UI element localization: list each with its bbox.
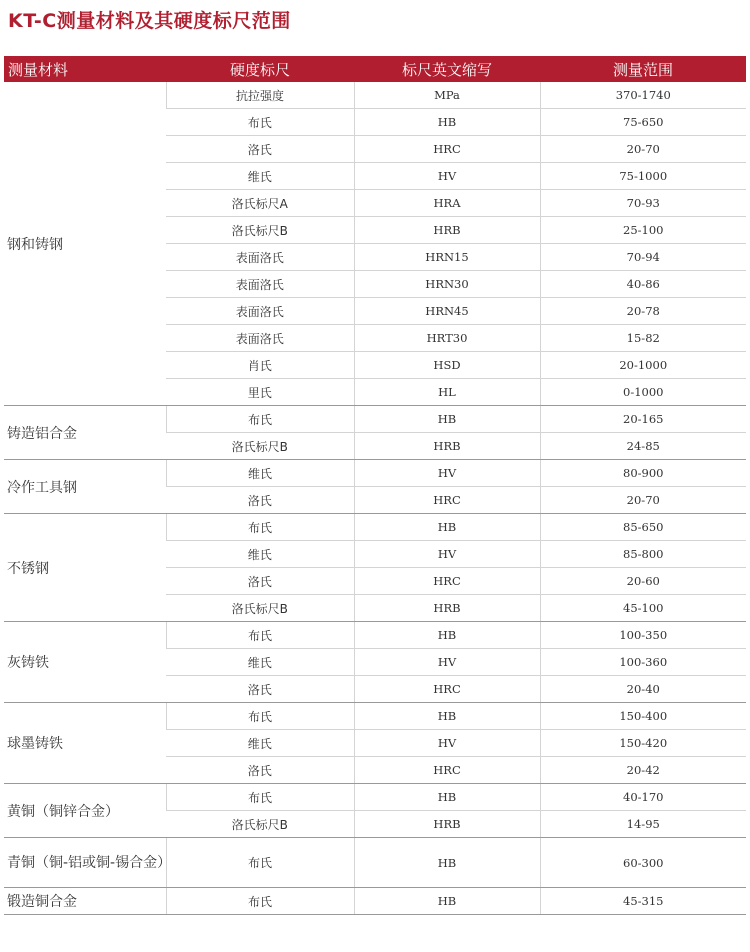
abbreviation-cell: HB	[354, 109, 540, 136]
range-cell: 45-100	[540, 595, 746, 622]
range-cell: 150-420	[540, 730, 746, 757]
range-cell: 20-1000	[540, 352, 746, 379]
range-cell: 40-170	[540, 784, 746, 811]
table-header	[4, 56, 746, 82]
table-row	[4, 406, 746, 433]
scale-cell: 表面洛氏	[166, 244, 354, 271]
range-cell: 80-900	[540, 460, 746, 487]
scale-cell: 布氏	[166, 109, 354, 136]
range-cell: 25-100	[540, 217, 746, 244]
range-cell: 45-315	[540, 888, 746, 915]
header-range: 测量范围	[540, 56, 746, 82]
range-cell: 100-360	[540, 649, 746, 676]
abbreviation-cell: HRC	[354, 676, 540, 703]
table-row	[4, 888, 746, 915]
abbreviation-cell: HL	[354, 379, 540, 406]
scale-cell: 洛氏	[166, 568, 354, 595]
abbreviation-cell: HSD	[354, 352, 540, 379]
abbreviation-cell: HRC	[354, 568, 540, 595]
abbreviation-cell: HB	[354, 784, 540, 811]
material-cell: 灰铸铁	[4, 622, 166, 703]
range-cell: 85-650	[540, 514, 746, 541]
scale-cell: 布氏	[166, 406, 354, 433]
range-cell: 14-95	[540, 811, 746, 838]
range-cell: 70-94	[540, 244, 746, 271]
scale-cell: 表面洛氏	[166, 298, 354, 325]
header-abbreviation: 标尺英文缩写	[354, 56, 540, 82]
scale-cell: 维氏	[166, 649, 354, 676]
range-cell: 20-70	[540, 136, 746, 163]
scale-cell: 洛氏标尺B	[166, 217, 354, 244]
scale-cell: 洛氏	[166, 757, 354, 784]
abbreviation-cell: HB	[354, 838, 540, 888]
range-cell: 100-350	[540, 622, 746, 649]
scale-cell: 布氏	[166, 514, 354, 541]
range-cell: 60-300	[540, 838, 746, 888]
range-cell: 20-165	[540, 406, 746, 433]
range-cell: 150-400	[540, 703, 746, 730]
range-cell: 24-85	[540, 433, 746, 460]
abbreviation-cell: HRT30	[354, 325, 540, 352]
abbreviation-cell: HB	[354, 888, 540, 915]
page-title: KT-C测量材料及其硬度标尺范围	[8, 10, 291, 32]
scale-cell: 布氏	[166, 703, 354, 730]
range-cell: 40-86	[540, 271, 746, 298]
abbreviation-cell: HRB	[354, 433, 540, 460]
abbreviation-cell: HB	[354, 622, 540, 649]
range-cell: 20-42	[540, 757, 746, 784]
table-row	[4, 838, 746, 888]
abbreviation-cell: HB	[354, 703, 540, 730]
scale-cell: 抗拉强度	[166, 82, 354, 109]
header-material: 测量材料	[4, 56, 166, 82]
table-row	[4, 784, 746, 811]
scale-cell: 布氏	[166, 622, 354, 649]
range-cell: 20-78	[540, 298, 746, 325]
scale-cell: 肖氏	[166, 352, 354, 379]
scale-cell: 维氏	[166, 730, 354, 757]
range-cell: 370-1740	[540, 82, 746, 109]
scale-cell: 布氏	[166, 838, 354, 888]
range-cell: 70-93	[540, 190, 746, 217]
range-cell: 15-82	[540, 325, 746, 352]
abbreviation-cell: HRN15	[354, 244, 540, 271]
scale-cell: 表面洛氏	[166, 271, 354, 298]
scale-cell: 维氏	[166, 163, 354, 190]
scale-cell: 洛氏标尺A	[166, 190, 354, 217]
abbreviation-cell: HV	[354, 541, 540, 568]
table-body	[4, 82, 746, 915]
scale-cell: 洛氏	[166, 136, 354, 163]
material-cell: 冷作工具钢	[4, 460, 166, 514]
range-cell: 85-800	[540, 541, 746, 568]
abbreviation-cell: HV	[354, 649, 540, 676]
material-cell: 铸造铝合金	[4, 406, 166, 460]
abbreviation-cell: HV	[354, 163, 540, 190]
abbreviation-cell: HRC	[354, 487, 540, 514]
hardness-table	[4, 56, 746, 915]
range-cell: 75-650	[540, 109, 746, 136]
range-cell: 0-1000	[540, 379, 746, 406]
scale-cell: 洛氏标尺B	[166, 595, 354, 622]
abbreviation-cell: HB	[354, 406, 540, 433]
abbreviation-cell: HRN45	[354, 298, 540, 325]
table-row	[4, 82, 746, 109]
range-cell: 75-1000	[540, 163, 746, 190]
scale-cell: 布氏	[166, 784, 354, 811]
abbreviation-cell: HV	[354, 460, 540, 487]
abbreviation-cell: HRC	[354, 757, 540, 784]
abbreviation-cell: HRB	[354, 595, 540, 622]
scale-cell: 洛氏	[166, 676, 354, 703]
scale-cell: 里氏	[166, 379, 354, 406]
abbreviation-cell: HRB	[354, 811, 540, 838]
scale-cell: 洛氏标尺B	[166, 811, 354, 838]
range-cell: 20-40	[540, 676, 746, 703]
scale-cell: 布氏	[166, 888, 354, 915]
abbreviation-cell: HRB	[354, 217, 540, 244]
material-cell: 锻造铜合金	[4, 888, 166, 915]
material-cell: 钢和铸钢	[4, 82, 166, 406]
material-cell: 青铜（铜-铝或铜-锡合金）	[4, 838, 166, 888]
scale-cell: 洛氏标尺B	[166, 433, 354, 460]
abbreviation-cell: HRA	[354, 190, 540, 217]
material-cell: 球墨铸铁	[4, 703, 166, 784]
range-cell: 20-70	[540, 487, 746, 514]
scale-cell: 洛氏	[166, 487, 354, 514]
table-row	[4, 622, 746, 649]
abbreviation-cell: HRN30	[354, 271, 540, 298]
material-cell: 黄铜（铜锌合金）	[4, 784, 166, 838]
scale-cell: 表面洛氏	[166, 325, 354, 352]
table-row	[4, 703, 746, 730]
scale-cell: 维氏	[166, 541, 354, 568]
table-row	[4, 514, 746, 541]
range-cell: 20-60	[540, 568, 746, 595]
table-row	[4, 460, 746, 487]
abbreviation-cell: HV	[354, 730, 540, 757]
abbreviation-cell: HRC	[354, 136, 540, 163]
abbreviation-cell: MPa	[354, 82, 540, 109]
header-scale: 硬度标尺	[166, 56, 354, 82]
scale-cell: 维氏	[166, 460, 354, 487]
abbreviation-cell: HB	[354, 514, 540, 541]
material-cell: 不锈钢	[4, 514, 166, 622]
